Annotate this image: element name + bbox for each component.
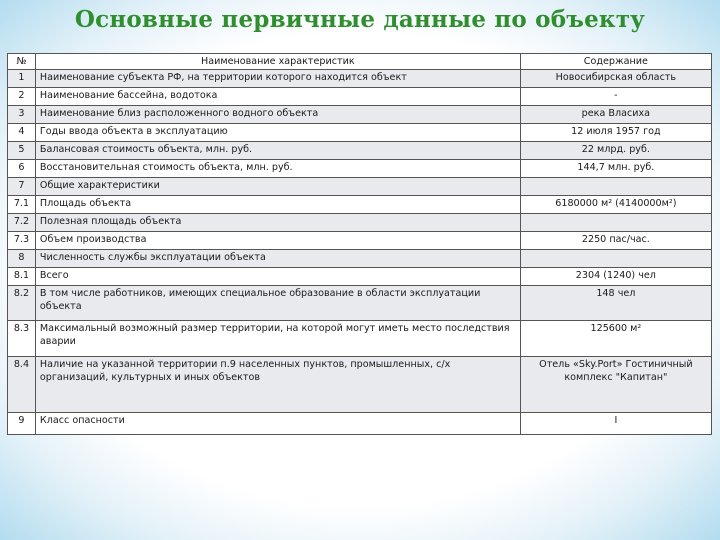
table-row <box>8 268 712 286</box>
row-name: Объем производства <box>35 232 520 250</box>
table-row <box>8 70 712 88</box>
row-name: Класс опасности <box>35 413 520 435</box>
row-number: 8.2 <box>8 286 36 321</box>
header-value: Содержание <box>520 54 711 70</box>
row-number: 7.1 <box>8 196 36 214</box>
row-number: 6 <box>8 160 36 178</box>
row-number: 3 <box>8 106 36 124</box>
row-number: 7.3 <box>8 232 36 250</box>
row-value: 12 июля 1957 год <box>520 124 711 142</box>
row-value: 2250 пас/час. <box>520 232 711 250</box>
row-name: Численность службы эксплуатации объекта <box>35 250 520 268</box>
row-name: Восстановительная стоимость объекта, млн. руб. <box>35 160 520 178</box>
table-row <box>8 88 712 106</box>
row-value: 2304 (1240) чел <box>520 268 711 286</box>
table-row <box>8 232 712 250</box>
row-value: Новосибирская область <box>520 70 711 88</box>
table-row <box>8 214 712 232</box>
table-row <box>8 124 712 142</box>
row-value <box>520 178 711 196</box>
row-number: 8.1 <box>8 268 36 286</box>
row-value <box>520 214 711 232</box>
row-name: Наименование близ расположенного водного объекта <box>35 106 520 124</box>
row-value: река Власиха <box>520 106 711 124</box>
row-name: Площадь объекта <box>35 196 520 214</box>
row-number: 4 <box>8 124 36 142</box>
page-title: Основные первичные данные по объекту <box>74 6 646 33</box>
table-row <box>8 413 712 435</box>
table-row <box>8 250 712 268</box>
row-number: 9 <box>8 413 36 435</box>
row-number: 7.2 <box>8 214 36 232</box>
row-value: 6180000 м² (4140000м²) <box>520 196 711 214</box>
row-value: 125600 м² <box>520 321 711 357</box>
row-name: Всего <box>35 268 520 286</box>
row-name: Балансовая стоимость объекта, млн. руб. <box>35 142 520 160</box>
row-name: Наименование бассейна, водотока <box>35 88 520 106</box>
table-row <box>8 178 712 196</box>
row-number: 8.3 <box>8 321 36 357</box>
header-number: № <box>8 54 36 70</box>
row-number: 8 <box>8 250 36 268</box>
row-value: 144,7 млн. руб. <box>520 160 711 178</box>
row-number: 8.4 <box>8 357 36 413</box>
table-row <box>8 196 712 214</box>
row-name: Общие характеристики <box>35 178 520 196</box>
row-name: Максимальный возможный размер территории, на которой могут иметь место последствия аварии <box>35 321 520 357</box>
header-name: Наименование характеристик <box>35 54 520 70</box>
row-value <box>520 250 711 268</box>
characteristics-table <box>7 53 712 435</box>
table-row <box>8 286 712 321</box>
row-name: Полезная площадь объекта <box>35 214 520 232</box>
row-name: Наименование субъекта РФ, на территории которого находится объект <box>35 70 520 88</box>
table-row <box>8 106 712 124</box>
table-row <box>8 321 712 357</box>
row-number: 1 <box>8 70 36 88</box>
row-value: 148 чел <box>520 286 711 321</box>
row-name: Годы ввода объекта в эксплуатацию <box>35 124 520 142</box>
row-number: 2 <box>8 88 36 106</box>
row-name: Наличие на указанной территории п.9 населенных пунктов, промышленных, с/х организаций, культурных и иных объектов <box>35 357 520 413</box>
row-value: Отель «Sky.Port» Гостиничный комплекс "Капитан" <box>520 357 711 413</box>
row-value: - <box>520 88 711 106</box>
table-row <box>8 160 712 178</box>
table-row <box>8 357 712 413</box>
row-number: 7 <box>8 178 36 196</box>
row-value: 22 млрд. руб. <box>520 142 711 160</box>
table-header-row <box>8 54 712 70</box>
row-name: В том числе работников, имеющих специальное образование в области эксплуатации объекта <box>35 286 520 321</box>
row-number: 5 <box>8 142 36 160</box>
table-row <box>8 142 712 160</box>
row-value: I <box>520 413 711 435</box>
